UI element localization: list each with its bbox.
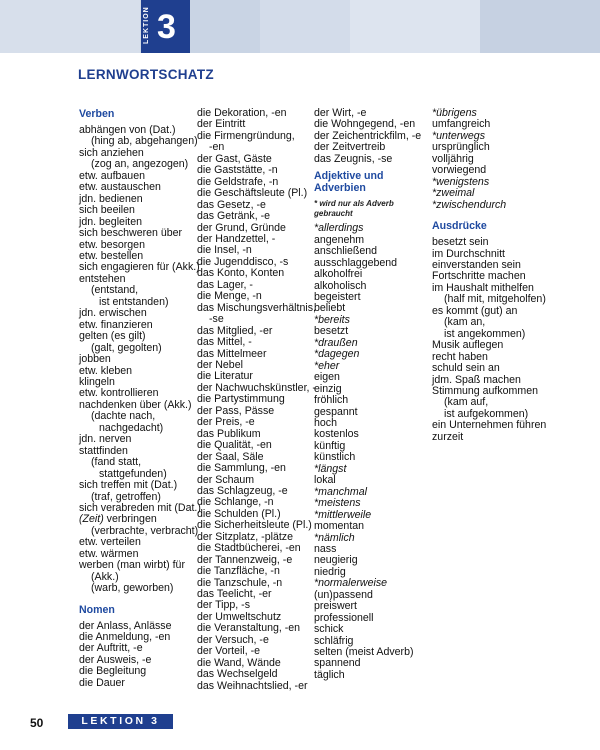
list-item: klingeln	[79, 375, 115, 388]
list-item: die Insel, -n	[197, 244, 252, 257]
list-item: die Geschäftsleute (Pl.)	[197, 187, 308, 200]
list-item: der Zeichentrickfilm, -e	[314, 129, 422, 142]
list-item: der Sitzplatz, -plätze	[197, 530, 293, 543]
list-item: anschließend	[314, 245, 378, 258]
list-item: sich verabreden mit (Dat.)	[79, 501, 201, 514]
list-item: kostenlos	[314, 428, 359, 441]
list-item: lokal	[314, 474, 336, 487]
list-item: *zweimal	[432, 187, 475, 200]
list-item: alkoholfrei	[314, 268, 363, 281]
list-item: (galt, gegolten)	[91, 341, 162, 354]
list-item: -en	[209, 141, 225, 154]
list-item: abhängen von (Dat.)	[79, 124, 176, 136]
lektion-footer-tag: LEKTION 3	[68, 714, 173, 729]
list-item: besetzt sein	[432, 236, 489, 249]
list-item: etw. wärmen	[79, 547, 139, 560]
list-item: der Eintritt	[197, 118, 246, 131]
list-item: das Mittelmeer	[197, 347, 267, 360]
list-item: das Konto, Konten	[197, 267, 285, 280]
lektion-tab-number: 3	[157, 8, 176, 46]
list-item: preiswert	[314, 600, 357, 613]
list-item: nachdenken über (Akk.)	[79, 398, 192, 411]
list-item: (entstand,	[91, 284, 139, 297]
list-item: schuld sein an	[432, 362, 500, 375]
adjective-list	[314, 223, 429, 681]
list-item: der Versuch, -e	[197, 633, 269, 646]
list-item: etw. bestellen	[79, 249, 144, 262]
list-item: der Schaum	[197, 473, 255, 486]
list-item: das Getränk, -e	[197, 210, 271, 223]
list-item: zurzeit	[432, 430, 464, 443]
list-item: (fand statt,	[91, 456, 142, 469]
list-item: ist aufgekommen)	[444, 407, 529, 420]
list-item: *wenigstens	[432, 175, 490, 188]
list-item: die Tanzfläche, -n	[197, 565, 280, 578]
list-item: (verbrachte, verbracht)	[91, 524, 199, 537]
list-item: die Partystimmung	[197, 393, 285, 406]
list-item: sich engagieren für (Akk.)	[79, 261, 200, 274]
list-item: sich beschweren über	[79, 227, 183, 240]
list-item: jdn. erwischen	[79, 307, 147, 320]
header-band-segment	[0, 0, 140, 53]
header-band-segment	[350, 0, 480, 53]
list-item: *mittlerweile	[314, 508, 372, 521]
adverb-note-line2: gebraucht	[314, 208, 353, 218]
list-item: etw. kontrollieren	[79, 387, 159, 400]
section-heading-verben: Verben	[79, 108, 115, 120]
list-item: etw. kleben	[79, 364, 133, 377]
list-item: -se	[209, 313, 224, 326]
list-item: das Gesetz, -e	[197, 198, 266, 211]
header-band-segment	[480, 0, 600, 53]
list-item: der Nachwuchskünstler, -	[197, 381, 316, 394]
list-item: die Anmeldung, -en	[79, 631, 171, 644]
list-item: *dagegen	[314, 348, 360, 361]
list-item: ist entstanden)	[99, 295, 169, 308]
list-item: die Veranstaltung, -en	[197, 622, 301, 635]
header-band-segment	[260, 0, 350, 53]
column-4	[432, 108, 547, 443]
list-item: jdn. nerven	[79, 433, 132, 446]
list-item: volljährig	[432, 152, 474, 165]
list-item: *allerdings	[314, 222, 364, 235]
list-item: angenehm	[314, 233, 365, 246]
list-item: jdn. bedienen	[79, 192, 143, 205]
column-2	[197, 107, 316, 692]
list-item: ausschlaggebend	[314, 256, 398, 269]
list-item: Stimmung aufkommen	[432, 384, 538, 397]
list-item: das Teelicht, -er	[197, 588, 272, 601]
list-item: der Tipp, -s	[197, 599, 250, 612]
list-item: schläfrig	[314, 634, 354, 647]
list-item: der Grund, Gründe	[197, 221, 286, 234]
list-item: ist angekommen)	[444, 327, 526, 340]
list-item: der Tannenzweig, -e	[197, 553, 293, 566]
list-item: jdm. Spaß machen	[432, 373, 521, 386]
list-item: ein Unternehmen führen	[432, 419, 547, 432]
header-band-segment	[190, 0, 260, 53]
list-item: beliebt	[314, 302, 346, 315]
list-item: der Anlass, Anlässe	[79, 619, 172, 632]
list-item: spannend	[314, 657, 361, 670]
list-item: das Weihnachtslied, -er	[197, 679, 308, 692]
list-item: Musik auflegen	[432, 339, 504, 352]
list-item: die Schlange, -n	[197, 496, 274, 509]
list-item: sich beeilen	[79, 204, 135, 217]
list-item: recht haben	[432, 350, 488, 363]
column-1	[79, 108, 201, 689]
list-item: die Wohngegend, -en	[314, 118, 416, 131]
adjective-list-continued	[432, 108, 547, 211]
list-item: die Jugenddisco, -s	[197, 255, 289, 268]
list-item: besetzt	[314, 325, 349, 338]
list-item: eigen	[314, 371, 340, 384]
list-item: etw. austauschen	[79, 181, 161, 194]
list-item: professionell	[314, 611, 374, 624]
list-item: etw. besorgen	[79, 238, 145, 251]
list-item: das Schlagzeug, -e	[197, 484, 288, 497]
spacer	[79, 595, 194, 604]
list-item: (hing ab, abgehangen)	[91, 135, 198, 148]
section-heading-adjektive-line2: Adverbien	[314, 182, 366, 195]
list-item: der Preis, -e	[197, 416, 255, 429]
list-item: die Geldstrafe, -n	[197, 175, 279, 188]
list-item: neugierig	[314, 554, 358, 567]
section-heading-nomen: Nomen	[79, 603, 115, 616]
list-item: die Dekoration, -en	[197, 107, 287, 119]
list-item: momentan	[314, 520, 365, 533]
list-item-part: (Zeit)	[79, 513, 104, 526]
list-item: die Tanzschule, -n	[197, 576, 283, 589]
list-item: schick	[314, 623, 344, 636]
list-item: *normalerweise	[314, 577, 388, 590]
list-item-part: verbringen	[106, 513, 157, 526]
list-item: (kam auf,	[444, 396, 489, 409]
list-item: (zog an, angezogen)	[91, 158, 189, 171]
list-item: das Mitglied, -er	[197, 324, 273, 337]
list-item: die Schulden (Pl.)	[197, 507, 281, 520]
list-item: der Auftritt, -e	[79, 642, 143, 655]
list-item: das Zeugnis, -se	[314, 152, 393, 165]
list-item: die Sicherheitsleute (Pl.)	[197, 519, 312, 532]
list-item: *unterwegs	[432, 129, 485, 142]
list-item: selten (meist Adverb)	[314, 646, 414, 659]
list-item: *zwischendurch	[432, 198, 507, 211]
list-item: die Gaststätte, -n	[197, 164, 278, 177]
list-item: niedrig	[314, 565, 346, 578]
list-item: der Nebel	[197, 358, 243, 371]
list-item: alkoholisch	[314, 279, 367, 292]
list-item: entstehen	[79, 272, 126, 285]
list-item: (un)passend	[314, 588, 373, 601]
list-item: *bereits	[314, 313, 350, 326]
list-item: der Pass, Pässe	[197, 404, 275, 417]
list-item: der Ausweis, -e	[79, 653, 152, 666]
list-item: stattgefunden)	[99, 467, 167, 480]
list-item: die Literatur	[197, 370, 253, 383]
list-item: etw. verteilen	[79, 536, 141, 549]
list-item: jobben	[79, 353, 111, 366]
list-item: (Akk.)	[91, 570, 119, 583]
list-item: etw. finanzieren	[79, 318, 153, 331]
list-item: hoch	[314, 416, 337, 429]
list-item: die Dauer	[79, 676, 125, 689]
list-item: das Lager, -	[197, 278, 253, 291]
list-item: das Wechselgeld	[197, 668, 278, 681]
list-item: der Vorteil, -e	[197, 645, 261, 658]
list-item: gespannt	[314, 405, 358, 418]
list-item: die Qualität, -en	[197, 439, 272, 452]
noun-list	[314, 108, 429, 165]
list-item: *manchmal	[314, 485, 367, 498]
list-item: fröhlich	[314, 394, 349, 407]
list-item: es kommt (gut) an	[432, 304, 518, 317]
spacer	[432, 211, 547, 220]
list-item: jdn. begleiten	[79, 215, 143, 228]
lektion-tab	[141, 0, 190, 53]
list-item: begeistert	[314, 290, 361, 303]
expression-list	[432, 237, 547, 443]
list-item: die Firmengründung,	[197, 129, 295, 142]
list-item: Fortschritte machen	[432, 270, 526, 283]
section-heading-adjektive: Adjektive und	[314, 170, 384, 183]
list-item: *übrigens	[432, 107, 477, 119]
list-item: einverstanden sein	[432, 258, 521, 271]
adverb-note: * wird nur als Adverb	[314, 199, 394, 209]
list-item: umfangreich	[432, 118, 491, 131]
list-item: (dachte nach,	[91, 410, 156, 423]
header-band	[0, 0, 600, 53]
list-item: (kam an,	[444, 316, 486, 329]
page-title: LERNWORTSCHATZ	[78, 67, 214, 82]
list-item: künstlich	[314, 451, 356, 464]
list-item: stattfinden	[79, 444, 128, 457]
list-item: (half mit, mitgeholfen)	[444, 293, 546, 306]
list-item: sich treffen mit (Dat.)	[79, 479, 178, 492]
list-item: *meistens	[314, 497, 361, 510]
list-item: die Wand, Wände	[197, 656, 281, 669]
list-item: gelten (es gilt)	[79, 330, 146, 343]
lektion-tab-label: LEKTION	[143, 6, 150, 44]
list-item: nachgedacht)	[99, 421, 164, 434]
list-item: der Umweltschutz	[197, 610, 282, 623]
list-item: nass	[314, 542, 337, 555]
list-item: künftig	[314, 439, 346, 452]
list-item: der Wirt, -e	[314, 107, 367, 119]
page-number: 50	[30, 716, 44, 730]
list-item: etw. aufbauen	[79, 169, 145, 182]
list-item: die Stadtbücherei, -en	[197, 542, 301, 555]
list-item: *draußen	[314, 336, 358, 349]
list-item: *längst	[314, 462, 347, 475]
list-item: *eher	[314, 359, 340, 372]
list-item: (traf, getroffen)	[91, 490, 161, 503]
list-item: werben (man wirbt) für	[79, 559, 185, 572]
list-item: die Sammlung, -en	[197, 462, 286, 475]
list-item: der Zeitvertreib	[314, 141, 386, 154]
list-item: *nämlich	[314, 531, 355, 544]
list-item: einzig	[314, 382, 342, 395]
list-item: sich anziehen	[79, 146, 144, 159]
column-3	[314, 108, 429, 681]
list-item: die Begleitung	[79, 665, 147, 678]
list-item: täglich	[314, 668, 345, 681]
list-item: das Mischungsverhältnis,	[197, 301, 316, 314]
list-item: der Saal, Säle	[197, 450, 264, 463]
list-item: ursprünglich	[432, 141, 490, 154]
list-item: der Handzettel, -	[197, 232, 276, 245]
list-item: im Durchschnitt	[432, 247, 505, 260]
list-item: im Haushalt mithelfen	[432, 281, 534, 294]
list-item: die Menge, -n	[197, 290, 262, 303]
list-item: das Publikum	[197, 427, 261, 440]
list-item: (warb, geworben)	[91, 582, 174, 595]
list-item: vorwiegend	[432, 164, 487, 177]
list-item: das Mittel, -	[197, 336, 252, 349]
section-heading-ausdruecke: Ausdrücke	[432, 220, 487, 233]
list-item: der Gast, Gäste	[197, 152, 272, 165]
